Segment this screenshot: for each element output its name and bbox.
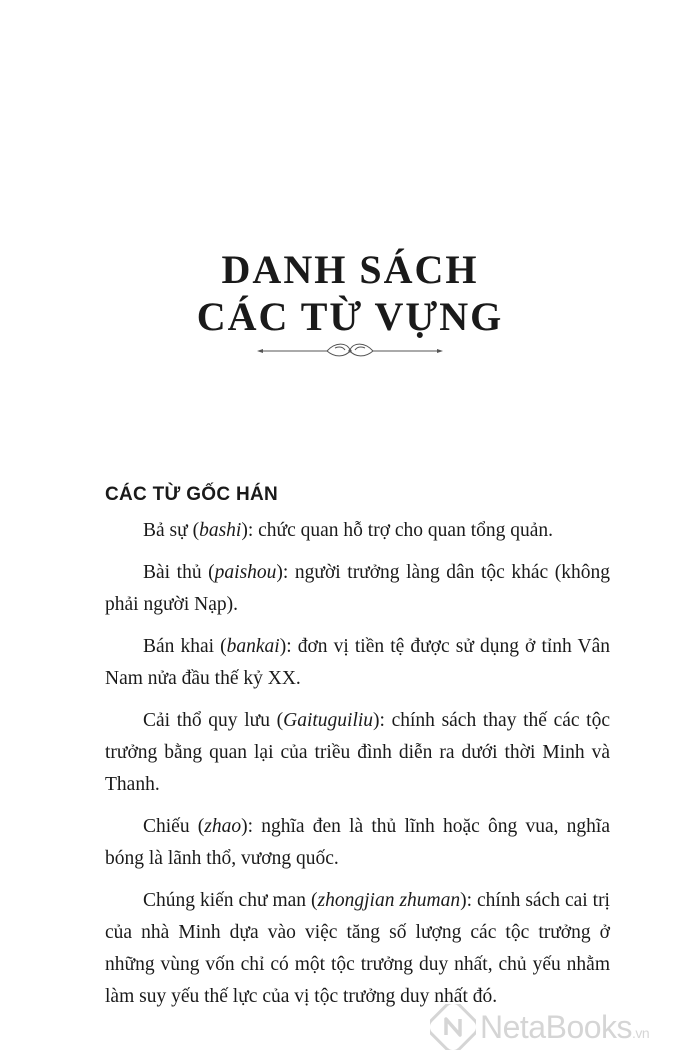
watermark xyxy=(428,1001,698,1053)
entry-paren: ( xyxy=(201,562,215,583)
section-heading: CÁC TỪ GỐC HÁN xyxy=(105,484,279,505)
entry-term: Bả sự xyxy=(143,520,188,541)
entry-paren: ( xyxy=(187,520,200,541)
entry-paren: ( xyxy=(306,890,318,911)
page-title-line-2: CÁC TỪ VỰNG xyxy=(196,294,504,339)
entry-term: Chúng kiến chư man xyxy=(143,890,307,911)
decorative-flourish-divider xyxy=(255,338,445,362)
glossary-entry xyxy=(105,811,610,875)
glossary-entry xyxy=(105,705,610,801)
entry-definition: ): chức quan hỗ trợ cho quan tổng quản. xyxy=(241,520,554,541)
glossary-entry xyxy=(105,631,610,695)
entry-definition: ): chính sách thay thế các tộc trưởng bằng quan lại của triều đình diễn ra dưới thời Minh và Thanh. xyxy=(105,710,611,795)
watermark-text xyxy=(480,1009,649,1046)
entry-latin: bashi xyxy=(199,520,242,541)
glossary-entry xyxy=(105,515,610,547)
entry-paren: ( xyxy=(189,816,205,837)
entry-latin: paishou xyxy=(214,562,277,583)
brand-logo-icon xyxy=(430,1004,476,1050)
entry-latin: zhao xyxy=(204,816,242,837)
page-title-line-1: DANH SÁCH xyxy=(221,247,479,292)
entry-paren: ( xyxy=(214,636,227,657)
entry-paren: ( xyxy=(269,710,284,731)
entry-term: Bán khai xyxy=(143,636,215,657)
glossary-entry xyxy=(105,885,610,1013)
entry-latin: zhongjian zhuman xyxy=(317,890,461,911)
watermark-brand: NetaBooks xyxy=(480,1009,633,1045)
entry-term: Bài thủ xyxy=(143,562,202,583)
entry-definition: ): chính sách cai trị của nhà Minh dựa vào việc tăng số lượng các tộc trưởng ở những vùng vốn chỉ có một tộc trưởng duy nhất, chủ yếu nhằm làm suy yếu thế lực của vị tộc trưởng duy nhất đó. xyxy=(105,890,610,1007)
glossary-entry xyxy=(105,557,610,621)
entry-latin: Gaituguiliu xyxy=(283,710,374,731)
entry-term: Chiếu xyxy=(143,816,190,837)
entry-definition: ): nghĩa đen là thủ lĩnh hoặc ông vua, nghĩa bóng là lãnh thổ, vương quốc. xyxy=(105,816,610,869)
watermark-suffix: .vn xyxy=(632,1025,650,1041)
glossary-entries xyxy=(105,515,610,1023)
entry-definition: ): người trưởng làng dân tộc khác (không phải người Nạp). xyxy=(105,562,611,615)
entry-latin: bankai xyxy=(226,636,280,657)
entry-definition: ): đơn vị tiền tệ được sử dụng ở tỉnh Vân Nam nửa đầu thế kỷ XX. xyxy=(105,636,610,689)
entry-term: Cải thổ quy lưu xyxy=(143,710,270,731)
